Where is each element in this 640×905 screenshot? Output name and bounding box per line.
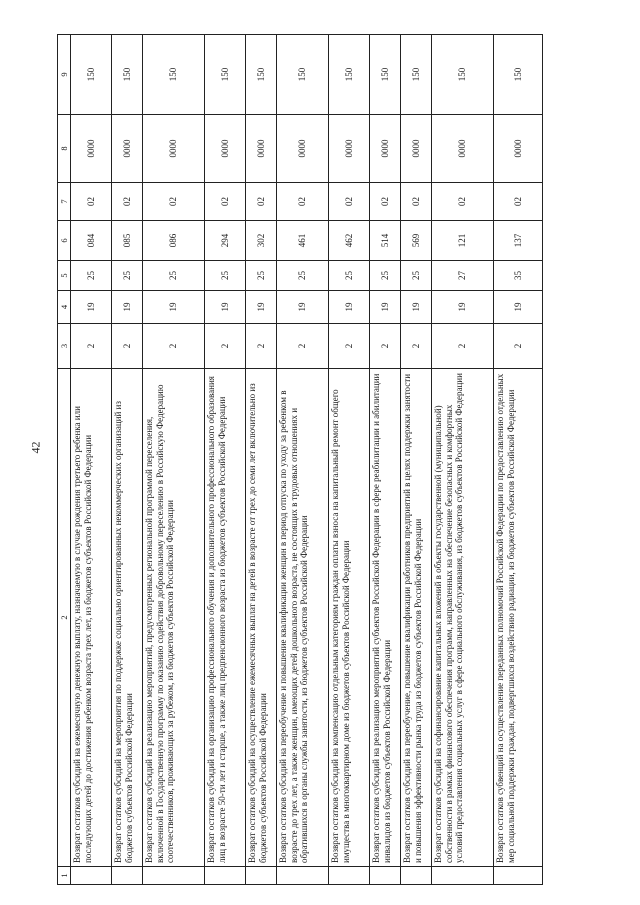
code-cell: 02 <box>277 183 329 221</box>
code-cell: 085 <box>112 221 143 261</box>
code-cell: 19 <box>432 291 494 324</box>
code-cell: 150 <box>401 35 432 115</box>
code-cell: 02 <box>401 183 432 221</box>
empty-cell <box>329 867 370 885</box>
code-cell: 150 <box>246 35 277 115</box>
code-cell: 19 <box>494 291 543 324</box>
empty-cell <box>401 867 432 885</box>
code-cell: 19 <box>277 291 329 324</box>
code-cell: 25 <box>205 261 246 291</box>
code-cell: 150 <box>329 35 370 115</box>
code-cell: 35 <box>494 261 543 291</box>
budget-codes-table <box>57 34 543 885</box>
header-cell: 6 <box>58 221 71 261</box>
code-cell: 0000 <box>432 115 494 183</box>
code-cell: 150 <box>71 35 112 115</box>
code-cell: 2 <box>329 324 370 369</box>
code-cell: 25 <box>277 261 329 291</box>
table-row <box>277 35 329 885</box>
code-cell: 02 <box>143 183 205 221</box>
code-cell: 0000 <box>329 115 370 183</box>
header-cell: 1 <box>58 867 71 885</box>
code-cell: 084 <box>71 221 112 261</box>
code-cell: 150 <box>205 35 246 115</box>
row-description: Возврат остатков субсидий на переобучение и повышение квалификации женщин в период отпуска по уходу за ребенком в возрасте до трех лет, а также женщин, имеющих детей дошкольного возраста, не состоящих в трудовых отношениях и обратившихся в органы службы занятости, из бюджетов субъектов Российской Федерации <box>277 369 329 867</box>
row-description: Возврат остатков субсидий на реализацию мероприятий, предусмотренных региональной программой переселения, включенной в Государственную программу по оказанию содействия добровольному переселению в Российскую Федерацию соотечественников, проживающих за рубежом, из бюджетов субъектов Российской Федерации <box>143 369 205 867</box>
table-row <box>143 35 205 885</box>
table-row <box>71 35 112 885</box>
code-cell: 2 <box>401 324 432 369</box>
table-row <box>432 35 494 885</box>
code-cell: 25 <box>401 261 432 291</box>
empty-cell <box>370 867 401 885</box>
empty-cell <box>277 867 329 885</box>
table-row <box>370 35 401 885</box>
code-cell: 2 <box>143 324 205 369</box>
code-cell: 2 <box>432 324 494 369</box>
code-cell: 150 <box>277 35 329 115</box>
code-cell: 02 <box>432 183 494 221</box>
code-cell: 150 <box>112 35 143 115</box>
table-row <box>329 35 370 885</box>
table-row <box>205 35 246 885</box>
code-cell: 0000 <box>370 115 401 183</box>
code-cell: 0000 <box>112 115 143 183</box>
header-row <box>58 35 71 885</box>
table-row <box>401 35 432 885</box>
code-cell: 02 <box>71 183 112 221</box>
code-cell: 19 <box>401 291 432 324</box>
row-description: Возврат остатков субсидий на мероприятия по поддержке социально ориентированных некоммерческих организаций из бюджетов субъектов Российской Федерации <box>112 369 143 867</box>
code-cell: 294 <box>205 221 246 261</box>
row-description: Возврат остатков субсидий на компенсацию отдельным категориям граждан оплаты взноса на капитальный ремонт общего имущества в многоквартирном доме из бюджетов субъектов Российской Федерации <box>329 369 370 867</box>
code-cell: 2 <box>370 324 401 369</box>
code-cell: 2 <box>112 324 143 369</box>
code-cell: 2 <box>246 324 277 369</box>
header-cell: 5 <box>58 261 71 291</box>
code-cell: 0000 <box>143 115 205 183</box>
code-cell: 19 <box>370 291 401 324</box>
code-cell: 462 <box>329 221 370 261</box>
code-cell: 0000 <box>277 115 329 183</box>
header-cell: 9 <box>58 35 71 115</box>
code-cell: 2 <box>71 324 112 369</box>
header-cell: 8 <box>58 115 71 183</box>
rotated-table-wrapper <box>57 35 605 885</box>
code-cell: 514 <box>370 221 401 261</box>
code-cell: 461 <box>277 221 329 261</box>
code-cell: 19 <box>143 291 205 324</box>
code-cell: 02 <box>370 183 401 221</box>
code-cell: 02 <box>246 183 277 221</box>
code-cell: 19 <box>71 291 112 324</box>
empty-cell <box>494 867 543 885</box>
table-row <box>494 35 543 885</box>
code-cell: 121 <box>432 221 494 261</box>
code-cell: 2 <box>205 324 246 369</box>
code-cell: 150 <box>494 35 543 115</box>
empty-cell <box>205 867 246 885</box>
code-cell: 02 <box>112 183 143 221</box>
code-cell: 25 <box>71 261 112 291</box>
header-cell: 7 <box>58 183 71 221</box>
row-description: Возврат остатков субсидий на организацию профессионального обучения и дополнительного профессионального образования лиц в возрасте 50-ти лет и старше, а также лиц предпенсионного возраста из бюджетов субъектов Российской Федерации <box>205 369 246 867</box>
header-cell: 4 <box>58 291 71 324</box>
code-cell: 150 <box>432 35 494 115</box>
code-cell: 0000 <box>246 115 277 183</box>
code-cell: 02 <box>494 183 543 221</box>
row-description: Возврат остатков субсидий на реализацию мероприятий субъектов Российской Федерации в сфере реабилитации и абилитации инвалидов из бюджетов субъектов Российской Федерации <box>370 369 401 867</box>
empty-cell <box>143 867 205 885</box>
row-description: Возврат остатков субсидий на осуществление ежемесячных выплат на детей в возрасте от трех до семи лет включительно из бюджетов субъектов Российской Федерации <box>246 369 277 867</box>
table-row <box>112 35 143 885</box>
code-cell: 150 <box>370 35 401 115</box>
empty-cell <box>432 867 494 885</box>
code-cell: 0000 <box>401 115 432 183</box>
code-cell: 19 <box>205 291 246 324</box>
code-cell: 2 <box>277 324 329 369</box>
code-cell: 0000 <box>205 115 246 183</box>
code-cell: 02 <box>205 183 246 221</box>
code-cell: 0000 <box>71 115 112 183</box>
code-cell: 25 <box>370 261 401 291</box>
page-number: 42 <box>28 441 43 454</box>
code-cell: 19 <box>246 291 277 324</box>
code-cell: 25 <box>112 261 143 291</box>
code-cell: 137 <box>494 221 543 261</box>
code-cell: 086 <box>143 221 205 261</box>
code-cell: 27 <box>432 261 494 291</box>
code-cell: 25 <box>246 261 277 291</box>
code-cell: 19 <box>329 291 370 324</box>
row-description: Возврат остатков субвенций на осуществление переданных полномочий Российской Федерации по предоставлению отдельных мер социальной поддержки граждан, подвергшихся воздействию радиации, из бюджетов субъектов Российской Федерации <box>494 369 543 867</box>
code-cell: 569 <box>401 221 432 261</box>
header-cell: 3 <box>58 324 71 369</box>
empty-cell <box>246 867 277 885</box>
code-cell: 302 <box>246 221 277 261</box>
code-cell: 2 <box>494 324 543 369</box>
code-cell: 25 <box>329 261 370 291</box>
empty-cell <box>71 867 112 885</box>
code-cell: 19 <box>112 291 143 324</box>
row-description: Возврат остатков субсидий на софинансирование капитальных вложений в объекты государственной (муниципальной) собственности в рамках финансового обеспечения программ, направленных на обеспечение безопасных и комфортных условий предоставления социальных услуг в сфере социального обслуживания, из бюджетов субъектов Российской Федерации <box>432 369 494 867</box>
empty-cell <box>112 867 143 885</box>
row-description: Возврат остатков субсидий на переобучение, повышение квалификации работников предприятий в целях поддержки занятости и повышения эффективности рынка труда из бюджетов субъектов Российской Федерации <box>401 369 432 867</box>
code-cell: 0000 <box>494 115 543 183</box>
code-cell: 25 <box>143 261 205 291</box>
row-description: Возврат остатков субсидий на ежемесячную денежную выплату, назначаемую в случае рождения третьего ребенка или последующих детей до достижения ребенком возраста трех лет, из бюджетов субъектов Российской Федерации <box>71 369 112 867</box>
code-cell: 02 <box>329 183 370 221</box>
header-cell: 2 <box>58 369 71 867</box>
table-row <box>246 35 277 885</box>
code-cell: 150 <box>143 35 205 115</box>
